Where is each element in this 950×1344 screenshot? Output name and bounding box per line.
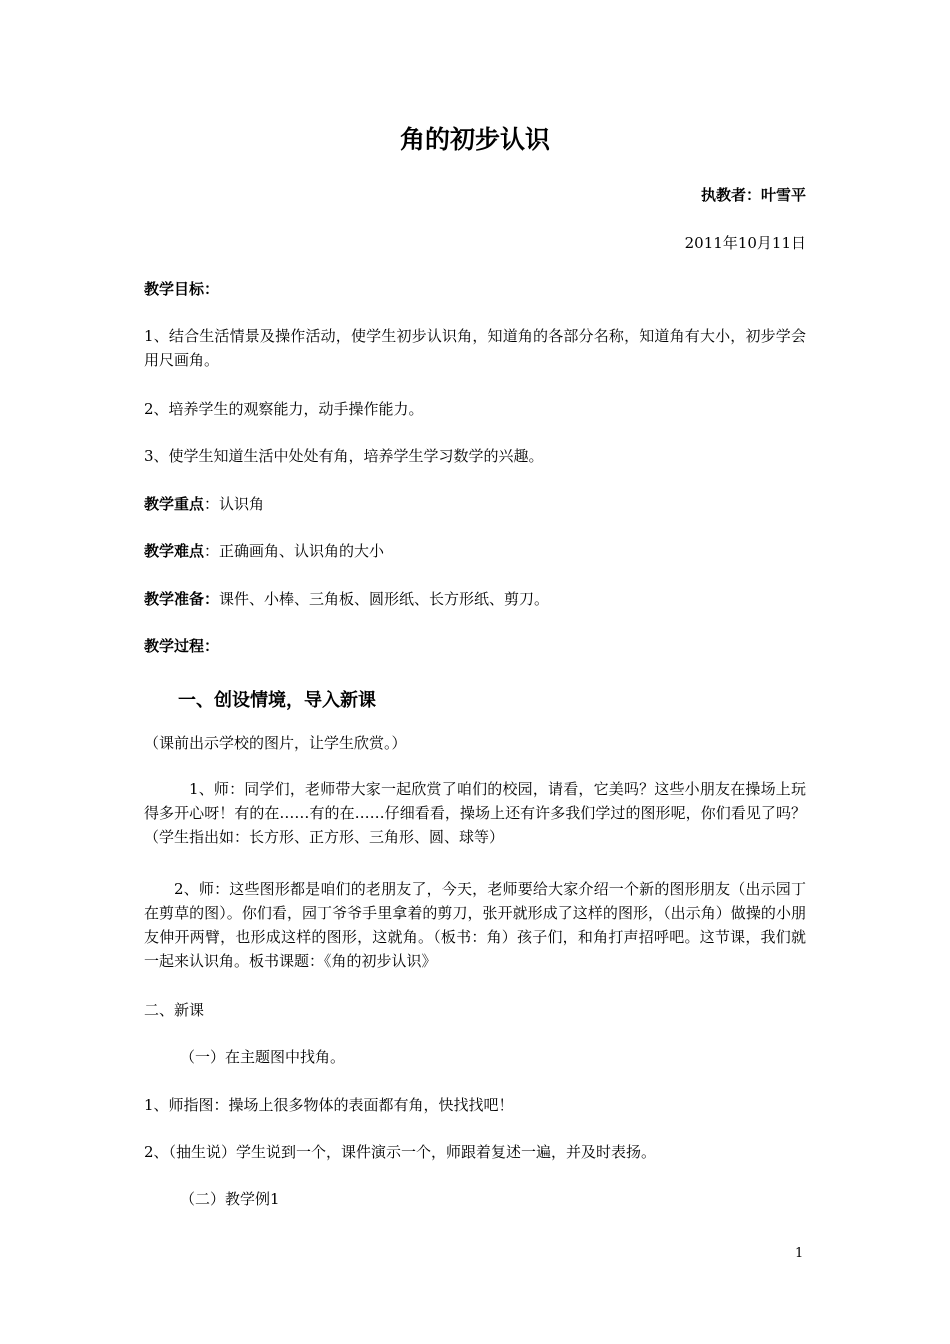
section-1-heading: 一、创设情境，导入新课 [178, 690, 376, 711]
difficulty-label: 教学难点 [144, 542, 205, 560]
page-title: 角的初步认识 [399, 125, 550, 154]
preparation-label: 教学准备： [144, 590, 220, 608]
section-2-heading: 二、新课 [144, 1001, 205, 1019]
step-1: 1、师指图：操场上很多物体的表面都有角，快找找吧！ [144, 1096, 514, 1114]
author-line: 执教者：叶雪平 [700, 186, 806, 204]
step-2: 2、（抽生说）学生说到一个，课件演示一个，师跟着复述一遍，并及时表扬。 [144, 1143, 657, 1161]
paragraph-1: 1、师：同学们，老师带大家一起欣赏了咱们的校园，请看，它美吗？这些小朋友在操场上玩得多开心呀！有的在……有的在……仔细看看，操场上还有许多我们学过的图形呢，你们看见了吗？（学生指出如：长方形、正方形、三角形、圆、球等） [144, 780, 806, 846]
key-point-line [144, 492, 806, 516]
preparation-text: 课件、小棒、三角板、圆形纸、长方形纸、剪刀。 [219, 590, 550, 608]
page-number: 1 [795, 1246, 804, 1261]
key-point-text: ：认识角 [204, 495, 265, 513]
process-heading: 教学过程： [144, 637, 220, 655]
paragraph-2: 2、师：这些图形都是咱们的老朋友了，今天，老师要给大家介绍一个新的图形朋友（出示园丁在剪草的图）。你们看，园丁爷爷手里拿着的剪刀，张开就形成了这样的图形，（出示角）做操的小朋友伸开两臂，也形成这样的图形，这就角。（板书：角）孩子们，和角打声招呼吧。这节课，我们就一起来认识角。板书课题：《角的初步认识》 [144, 880, 806, 970]
goal-1: 1、结合生活情景及操作活动，使学生初步认识角，知道角的各部分名称，知道角有大小，初步学会用尺画角。 [144, 327, 806, 369]
key-point-label: 教学重点 [144, 495, 205, 513]
goal-2: 2、培养学生的观察能力，动手操作能力。 [144, 400, 424, 418]
difficulty-text: ：正确画角、认识角的大小 [204, 542, 385, 560]
note-1: （课前出示学校的图片，让学生欣赏。） [144, 734, 407, 752]
preparation-line [144, 587, 806, 611]
subsection-2: （二）教学例1 [180, 1190, 280, 1208]
date-line: 2011年10月11日 [684, 234, 806, 252]
goals-heading: 教学目标： [144, 280, 220, 298]
difficulty-line [144, 539, 806, 563]
subsection-1: （一）在主题图中找角。 [180, 1048, 346, 1066]
goal-3: 3、使学生知道生活中处处有角，培养学生学习数学的兴趣。 [144, 447, 544, 465]
